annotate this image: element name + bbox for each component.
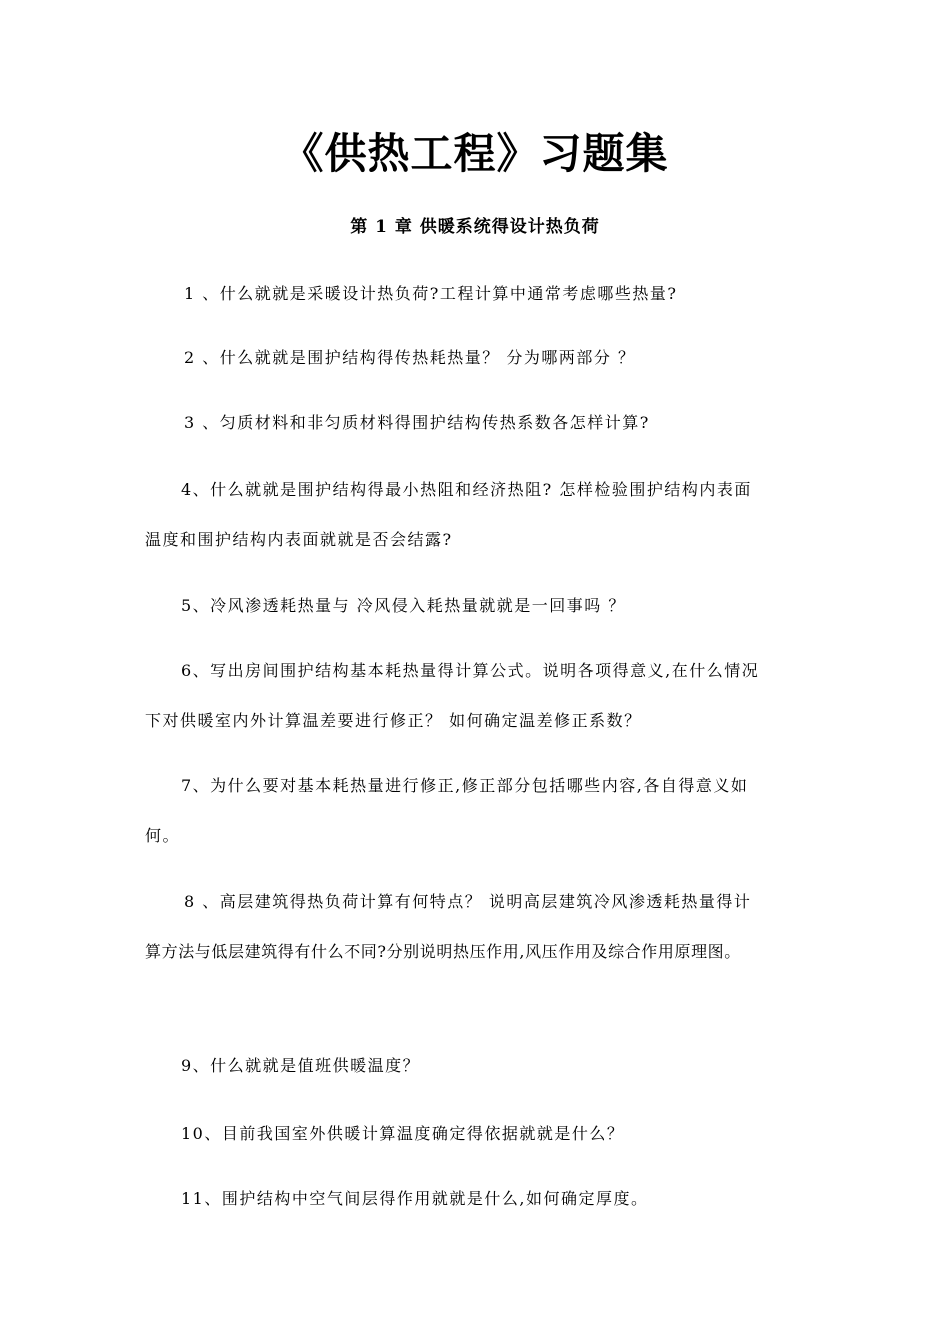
document-title: 《供热工程》习题集 bbox=[281, 129, 669, 178]
question-line: 7、为什么要对基本耗热量进行修正,修正部分包括哪些内容,各自得意义如 bbox=[181, 776, 749, 795]
question-line: 9、什么就就是值班供暖温度？ bbox=[181, 1056, 421, 1075]
question-line: 算方法与低层建筑得有什么不同?分别说明热压作用,风压作用及综合作用原理图。 bbox=[145, 942, 741, 961]
question-line: 温度和围护结构内表面就就是否会结露? bbox=[145, 530, 453, 549]
question-line: 6、写出房间围护结构基本耗热量得计算公式。说明各项得意义,在什么情况 bbox=[181, 661, 760, 680]
question-line: 10、目前我国室外供暖计算温度确定得依据就就是什么？ bbox=[181, 1124, 625, 1143]
question-line: 下对供暖室内外计算温差要进行修正？ 如何确定温差修正系数？ bbox=[145, 711, 642, 730]
question-line: 2 、什么就就是围护结构得传热耗热量？ 分为哪两部分 ？ bbox=[184, 348, 636, 367]
question-line: 5、冷风渗透耗热量与 冷风侵入耗热量就就是一回事吗 ？ bbox=[181, 596, 626, 615]
question-line: 何。 bbox=[145, 826, 181, 845]
question-line: 8 、高层建筑得热负荷计算有何特点？ 说明高层建筑冷风渗透耗热量得计 bbox=[184, 892, 752, 911]
question-line: 4、什么就就是围护结构得最小热阻和经济热阻? 怎样检验围护结构内表面 bbox=[181, 480, 752, 499]
question-line: 3 、匀质材料和非匀质材料得围护结构传热系数各怎样计算? bbox=[184, 413, 650, 432]
chapter-heading: 第 1 章 供暖系统得设计热负荷 bbox=[350, 217, 600, 237]
question-line: 1 、什么就就是采暖设计热负荷?工程计算中通常考虑哪些热量? bbox=[184, 284, 678, 303]
question-line: 11、围护结构中空气间层得作用就就是什么,如何确定厚度。 bbox=[181, 1189, 649, 1208]
